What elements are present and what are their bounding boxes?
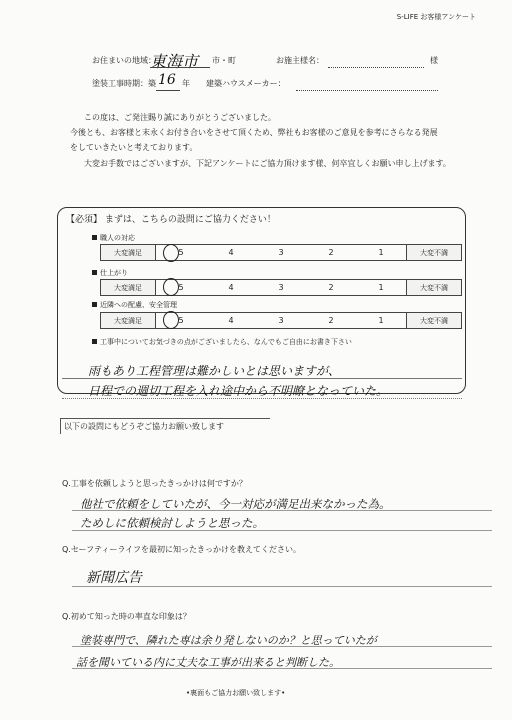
intro-line-4: 大変お手数ではございますが、下記アンケートにご協力頂けます様、何卒宜しくお願い申し上げます。: [84, 159, 451, 168]
house-maker-label: 建築ハウスメーカー：: [206, 79, 286, 88]
scale-3[interactable]: 3: [278, 316, 284, 325]
paint-period-underline: [156, 90, 180, 91]
scale-very-satisfied: 大変満足: [101, 280, 156, 295]
intro-line-3: をしていきたいと考えております。: [70, 143, 198, 152]
paint-period-suffix: 年: [182, 79, 190, 88]
comment-rule-2: [62, 398, 462, 399]
scale-5[interactable]: 5: [178, 283, 184, 292]
question-craftsman-label: 職人の対応: [92, 233, 135, 243]
customer-name-label: お施主様名：: [276, 56, 324, 65]
scale-1[interactable]: 1: [378, 316, 384, 325]
scale-4[interactable]: 4: [228, 248, 234, 257]
area-label: お住まいの地域：: [92, 56, 156, 65]
survey-title: 【必須】 まずは、こちらの設問にご協力ください！: [66, 215, 276, 225]
house-maker-field: [296, 90, 438, 91]
answer-3-line-1: 塗装専門で、隣れた専は余り発しないのか？と思っていたが: [80, 634, 377, 647]
scale-very-dissatisfied: 大変不満: [406, 313, 461, 328]
scale-5[interactable]: 5: [178, 248, 184, 257]
customer-name-suffix: 様: [430, 56, 438, 65]
answer-1-line-2: ためしに依頼検討しようと思った。: [80, 516, 264, 530]
selected-rating-circle: [163, 311, 179, 329]
rating-scale-craftsman: [100, 244, 462, 261]
selected-rating-circle: [163, 278, 179, 296]
comment-answer-line-2: 日程での週切工程を入れ途中から不明瞭となっていた。: [88, 384, 389, 398]
scale-4[interactable]: 4: [228, 316, 234, 325]
scale-3[interactable]: 3: [278, 283, 284, 292]
answer-1-line-1: 他社で依頼をしていたが、今一対応が満足出来なかった為。: [80, 497, 391, 511]
rating-scale-safety: [100, 312, 462, 329]
rating-scale-finish: [100, 279, 462, 296]
question-2: Q.セーフティーライフを最初に知ったきっかけを教えてください。: [62, 545, 301, 554]
comment-rule-1: [62, 378, 462, 379]
intro-line-2: 今後とも、お客様と末永くお付き合いをさせて頂くため、弊社もお客様のご意見を参考にさらなる発展: [70, 128, 438, 137]
answer-2: 新聞広告: [86, 570, 142, 586]
scale-very-satisfied: 大変満足: [101, 313, 156, 328]
scale-very-satisfied: 大変満足: [101, 245, 156, 260]
question-safety-label: 近隣への配慮、安全管理: [92, 300, 177, 310]
answer-3-rule-1: [72, 646, 492, 647]
question-1: Q.工事を依頼しようと思ったきっかけは何ですか？: [62, 479, 247, 488]
footer-note: •裏面もご協力お願い致します•: [186, 689, 286, 697]
area-value: 東海市: [150, 52, 199, 71]
paint-period-label: 塗装工事時期：築: [92, 79, 156, 88]
answer-3-rule-2: [72, 668, 492, 669]
paint-period-value: 16: [158, 72, 176, 88]
answer-1-rule-1: [72, 510, 492, 511]
scale-5[interactable]: 5: [178, 316, 184, 325]
scale-4[interactable]: 4: [228, 283, 234, 292]
scale-very-dissatisfied: 大変不満: [406, 245, 461, 260]
customer-name-field: [328, 67, 424, 68]
area-suffix: 市・町: [212, 56, 236, 65]
question-finish-label: 仕上がり: [92, 268, 128, 278]
scale-1[interactable]: 1: [378, 283, 384, 292]
comment-answer-line-1: 雨もあり工程管理は難かしいとは思いますが、: [88, 364, 341, 378]
scale-2[interactable]: 2: [328, 248, 334, 257]
answer-1-rule-2: [72, 530, 492, 531]
area-underline: [150, 67, 210, 68]
intro-line-1: この度は、ご発注賜り誠にありがとうございました。: [84, 113, 276, 122]
scale-3[interactable]: 3: [278, 248, 284, 257]
answer-2-rule: [72, 586, 492, 587]
selected-rating-circle: [163, 244, 179, 262]
scale-1[interactable]: 1: [378, 248, 384, 257]
survey-brand-title: S-LIFE お客様アンケート: [396, 13, 476, 21]
comment-label: 工事中についてお気づきの点がございましたら、なんでもご自由にお書き下さい: [92, 337, 352, 347]
scale-2[interactable]: 2: [328, 316, 334, 325]
scale-2[interactable]: 2: [328, 283, 334, 292]
scale-very-dissatisfied: 大変不満: [406, 280, 461, 295]
answer-3-line-2: 話を聞いている内に丈夫な工事が出来ると判断した。: [76, 656, 340, 669]
optional-section-title: 以下の設問にもどうぞご協力お願い致します: [64, 422, 224, 431]
question-3: Q.初めて知った時の率直な印象は？: [62, 612, 191, 621]
